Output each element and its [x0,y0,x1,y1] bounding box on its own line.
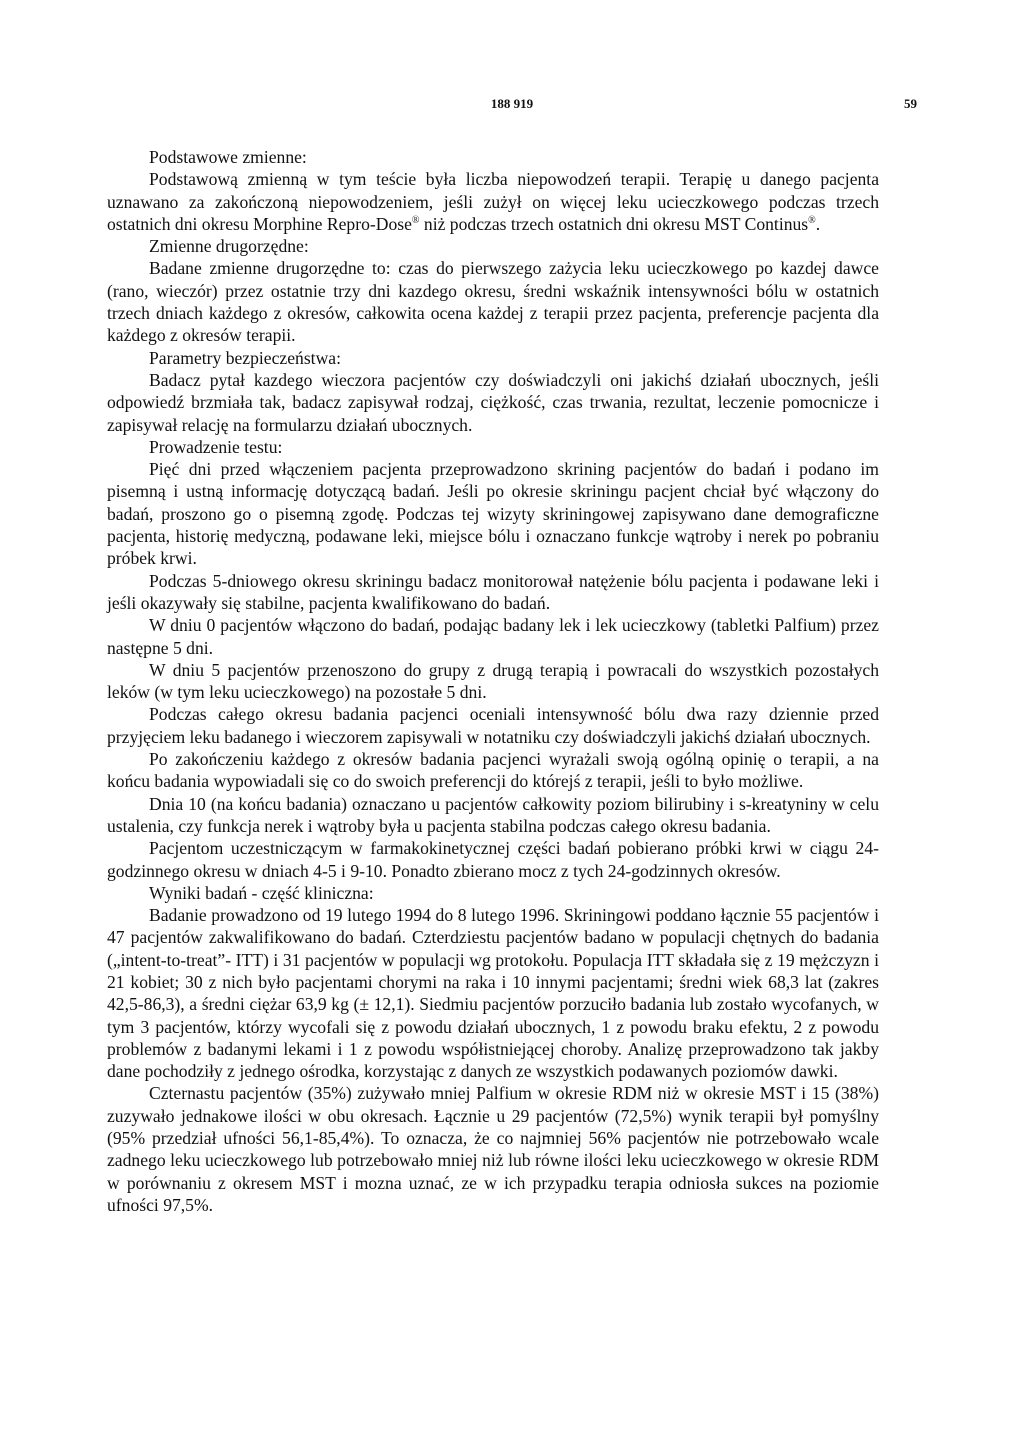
paragraph-secondary-variables: Badane zmienne drugorzędne to: czas do pierwszego zażycia leku ucieczkowego po kazdej dawce (rano, wieczór) przez ostatnie trzy dni kazdego okresu, średni wskaźnik intensywności bólu w ostatnich trzech dniach każdego z okresów, całkowita ocena każdej z terapii przez pacjenta, preferencje pacjenta dla każdego z okresów terapii. [107,258,879,346]
paragraph-text: . [815,213,821,234]
heading-secondary-variables: Zmienne drugorzędne: [149,236,309,257]
paragraph-conduct-opinion: Po zakończeniu każdego z okresów badania pacjenci wyrażali swoją ogólną opinię o terapii, a na końcu badania wypowiadali się co do swoich preferencji do którejś z terapii, jeśli to było możliwe. [107,749,879,792]
paragraph-safety-parameters: Badacz pytał kazdego wieczora pacjentów czy doświadczyli oni jakichś działań ubocznych, jeśli odpowiedź brzmiała tak, badacz zapisywał rodzaj, ciężkość, czas trwania, rezultat, leczenie pomocnicze i zapisywał relację na formularzu działań ubocznych. [107,369,879,435]
paragraph-results-population: Badanie prowadzono od 19 lutego 1994 do 8 lutego 1996. Skriningowi poddano łącznie 55 pacjentów i 47 pacjentów zakwalifikowano do badań. Czterdziestu pacjentów badano w populacji chętnych do badania („intent-to-treat”- ITT) i 31 pacjentów w populacji wg protokołu. Populacja ITT składała się z 19 mężczyzn i 21 kobiet; 30 z nich było pacjentami chorymi na raka i 10 innymi pacjentami; średni wiek 68,3 lat (zakres 42,5-86,3), a średni ciężar 63,9 kg (± 12,1). Siedmiu pacjentów porzuciło badania lub zostało wycofanych, w tym 3 pacjentów, którzy wycofali się z powodu działań ubocznych, 1 z powodu braku efektu, 2 z powodu problemów z badanymi lekami i 1 z powodu współistniejącej choroby. Analizę przeprowadzono tak jakby dane pochodziły z jednego ośrodka, korzystając z danych ze wszystkich podawanych poziomów dawki. [107,905,879,1082]
registered-mark: ® [411,215,420,227]
paragraph-conduct-screening: Pięć dni przed włączeniem pacjenta przeprowadzono skrining pacjentów do badań i podano im pisemną i ustną informację dotyczącą badań. Jeśli po okresie skriningu pacjent chciał być włączony do badań, proszono go o pisemną zgodę. Podczas tej wizyty skriningowej zapisywano dane demograficzne pacjenta, historię medyczną, podawane leki, miejsce bólu i oznaczano funkcje wątroby i nerek po pobraniu próbek krwi. [107,459,879,569]
paragraph-text: niż podczas trzech ostatnich dni okresu MST Continus [419,213,809,234]
registered-mark: ® [808,215,816,227]
paragraph-conduct-pain-rating: Podczas całego okresu badania pacjenci oceniali intensywność bólu dwa razy dziennie przed przyjęciem leku badanego i wieczorem zapisywali w notatniku czy doświadczyli jakichś działań ubocznych. [107,704,879,747]
heading-safety-parameters: Parametry bezpieczeństwa: [149,347,341,368]
heading-clinical-results: Wyniki badań - część kliniczna: [149,882,374,903]
paragraph-results-outcome: Czternastu pacjentów (35%) zużywało mniej Palfium w okresie RDM niż w okresie MST i 15 (38%) zuzywało jednakowe ilości w obu okresach. Łącznie u 29 pacjentów (72,5%) wynik terapii był pomyślny (95% przedział ufności 56,1-85,4%). To oznacza, że co najmniej 56% pacjentów nie potrzebowało wcale zadnego leku ucieczkowego lub potrzebowało mniej niż lub równe ilości leku ucieczkowego w okresie RDM w porównaniu z okresem MST i mozna uznać, ze w ich przypadku terapia odniosła sukces na poziomie ufności 97,5%. [107,1083,879,1215]
paragraph-text: Podstawową zmienną w tym teście była liczba niepowodzeń terapii. Terapię u danego pacjenta uznawano za zakończoną niepowodzeniem, jeśli zużył on więcej leku ucieczkowego podczas trzech ostatnich dni okresu Morphine Repro-Dose [107,169,879,234]
heading-test-conduct: Prowadzenie testu: [149,436,283,457]
document-body [107,146,879,1216]
paragraph-conduct-day-5: W dniu 5 pacjentów przenoszono do grupy z drugą terapią i powracali do wszystkich pozostałych leków (w tym leku ucieczkowego) na pozostałe 5 dni. [107,659,879,703]
heading-primary-variables: Podstawowe zmienne: [149,147,307,167]
page-header [107,96,917,118]
paragraph-primary-variables [107,168,879,235]
document-number: 188 919 [490,96,534,111]
page-number: 59 [904,96,917,111]
paragraph-conduct-day-10: Dnia 10 (na końcu badania) oznaczano u pacjentów całkowity poziom bilirubiny i s-kreatyniny w celu ustalenia, czy funkcja nerek i wątroby była u pacjenta stabilna podczas całego okresu badania. [107,793,879,836]
paragraph-conduct-monitoring: Podczas 5-dniowego okresu skriningu badacz monitorował natężenie bólu pacjenta i podawane leki i jeśli okazywały się stabilne, pacjenta kwalifikowano do badań. [107,570,879,613]
paragraph-conduct-pharmacokinetics: Pacjentom uczestniczącym w farmakokinetycznej części badań pobierano próbki krwi w ciągu 24-godzinnego okresu w dniach 4-5 i 9-10. Ponadto zbierano mocz z tych 24-godzinnych okresów. [107,838,879,881]
paragraph-conduct-day-0: W dniu 0 pacjentów włączono do badań, podając badany lek i lek ucieczkowy (tabletki Palfium) przez następne 5 dni. [107,615,879,658]
